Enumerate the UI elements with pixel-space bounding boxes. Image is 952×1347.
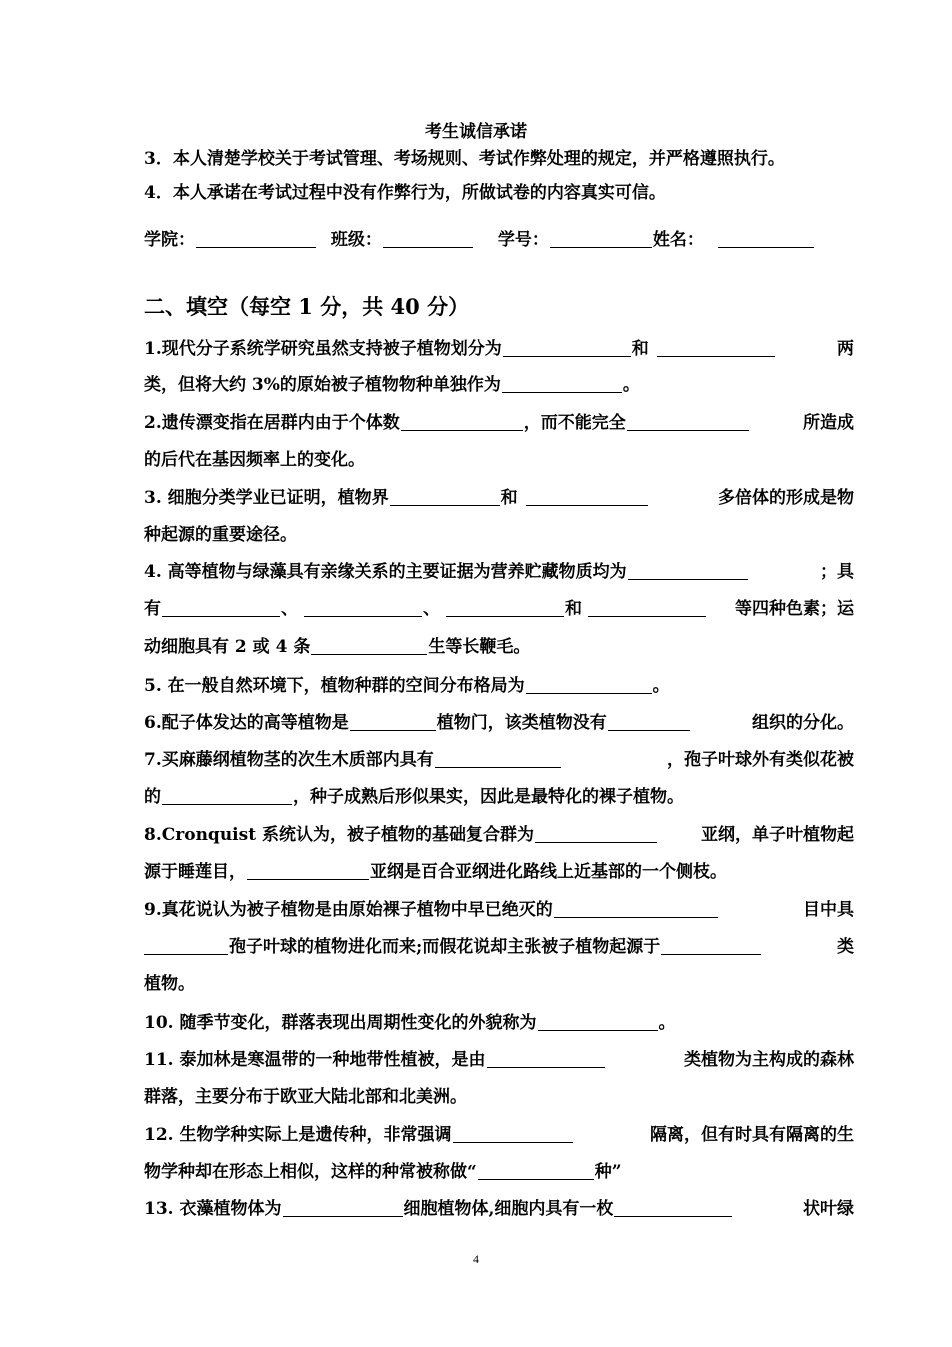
q13-text-b: 细胞植物体,细胞内具有一枚 [403, 1199, 614, 1219]
q7-text-d: ，种子成熟后形似果实，因此是最特化的裸子植物。 [293, 787, 684, 807]
q10-blank-1[interactable] [538, 1012, 658, 1031]
q4-blank-3[interactable] [304, 598, 422, 617]
q5-text-a: 5. 在一般自然环境下，植物种群的空间分布格局为 [144, 676, 525, 696]
college-blank[interactable] [196, 229, 316, 248]
q8-blank-1[interactable] [535, 824, 657, 843]
question-12-line-1 [144, 1124, 854, 1146]
q5-blank-1[interactable] [526, 675, 652, 694]
page-number: 4 [473, 1252, 479, 1266]
q4-text-c: 有 [144, 599, 161, 619]
q3-text-c: 多倍体的形成是物 [718, 488, 854, 508]
q4-text-a: 4. 高等植物与绿藻具有亲缘关系的主要证据为营养贮藏物质均为 [144, 562, 627, 582]
q2-text-c: 所造成 [803, 413, 854, 433]
question-1-line-1 [144, 338, 854, 360]
q6-text-b: 植物门，该类植物没有 [436, 713, 607, 733]
q12-blank-2[interactable] [478, 1161, 594, 1180]
question-11-line-1 [144, 1049, 854, 1071]
question-9-line-2 [144, 936, 854, 958]
q4-blank-2[interactable] [162, 598, 280, 617]
q2-text-a: 2.遗传漂变指在居群内由于个体数 [144, 413, 400, 433]
q4-text-b: ；具 [820, 562, 854, 582]
q1-blank-3[interactable] [502, 374, 622, 393]
q8-blank-2[interactable] [247, 861, 369, 880]
q12-text-a: 12. 生物学种实际上是遗传种，非常强调 [144, 1125, 452, 1145]
q2-text-b: ，而不能完全 [523, 413, 626, 433]
q4-blank-5[interactable] [588, 598, 706, 617]
section-title: 二、填空（每空 1 分，共 40 分） [144, 294, 470, 319]
q8-text-d: 亚纲是百合亚纲进化路线上近基部的一个侧枝。 [370, 862, 727, 882]
q8-text-a: 8.Cronquist 系统认为，被子植物的基础复合群为 [144, 825, 534, 845]
question-3-line-1 [144, 487, 854, 509]
q3-blank-1[interactable] [390, 487, 500, 506]
q6-blank-1[interactable] [350, 712, 436, 731]
pledge-item-3: 3．本人清楚学校关于考试管理、考场规则、考试作弊处理的规定，并严格遵照执行。 [144, 149, 785, 169]
q1-text-d: 类，但将大约 3%的原始被子植物物种单独作为 [144, 375, 501, 395]
question-7-line-2 [144, 786, 854, 808]
q12-text-b: 隔离，但有时具有隔离的生 [650, 1125, 854, 1145]
q6-text-c: 组织的分化。 [752, 713, 854, 733]
question-9-line-1 [144, 899, 854, 921]
q10-text-b: 。 [658, 1013, 676, 1033]
q6-blank-2[interactable] [608, 712, 690, 731]
q8-text-b: 亚纲，单子叶植物起 [701, 825, 854, 845]
q9-blank-3[interactable] [661, 936, 761, 955]
question-12-line-2 [144, 1161, 854, 1183]
q3-text-a: 3. 细胞分类学业已证明，植物界 [144, 488, 389, 508]
question-13 [144, 1198, 854, 1220]
q10-text-a: 10. 随季节变化，群落表现出周期性变化的外貌称为 [144, 1013, 537, 1033]
question-11-line-2: 群落，主要分布于欧亚大陆北部和北美洲。 [144, 1087, 467, 1107]
question-10 [144, 1012, 854, 1034]
q12-text-c: 物学种却在形态上相似，这样的种常被称做“ [144, 1162, 477, 1182]
q4-text-i: 生等长鞭毛。 [428, 637, 531, 657]
pledge-item-4: 4．本人承诺在考试过程中没有作弊行为，所做试卷的内容真实可信。 [144, 183, 666, 203]
q1-text-a: 1.现代分子系统学研究虽然支持被子植物划分为 [144, 339, 502, 359]
q4-text-h: 动细胞具有 2 或 4 条 [144, 637, 311, 657]
q2-blank-2[interactable] [627, 412, 749, 431]
student-info-row [144, 229, 854, 251]
question-4-line-3 [144, 636, 854, 658]
q4-text-f: 和 [565, 599, 582, 619]
question-8-line-2 [144, 861, 854, 883]
q4-text-e: 、 [423, 599, 440, 619]
q9-text-b: 目中具 [803, 900, 854, 920]
q1-text-b: 和 [631, 339, 649, 359]
q7-text-b: ，孢子叶球外有类似花被 [667, 750, 854, 770]
question-2-line-2: 的后代在基因频率上的变化。 [144, 450, 365, 470]
question-4-line-1 [144, 561, 854, 583]
q13-text-c: 状叶绿 [803, 1199, 854, 1219]
q11-text-a: 11. 泰加林是寒温带的一种地带性植被，是由 [144, 1050, 486, 1070]
q9-blank-1[interactable] [554, 899, 718, 918]
question-4-line-2 [144, 598, 854, 620]
question-6 [144, 712, 854, 734]
class-label: 班级： [330, 230, 382, 250]
question-5 [144, 675, 854, 697]
q13-text-a: 13. 衣藻植物体为 [144, 1199, 282, 1219]
q12-blank-1[interactable] [453, 1124, 573, 1143]
q2-blank-1[interactable] [401, 412, 523, 431]
question-8-line-1 [144, 824, 854, 846]
id-blank[interactable] [550, 229, 652, 248]
college-label: 学院： [144, 230, 195, 250]
q1-text-c: 两 [837, 339, 854, 359]
q7-text-c: 的 [144, 787, 161, 807]
pledge-title: 考生诚信承诺 [425, 122, 527, 142]
q6-text-a: 6.配子体发达的高等植物是 [144, 713, 349, 733]
q7-text-a: 7.买麻藤纲植物茎的次生木质部内具有 [144, 750, 434, 770]
q13-blank-2[interactable] [614, 1198, 732, 1217]
name-blank[interactable] [718, 229, 814, 248]
q4-text-d: 、 [281, 599, 298, 619]
q9-text-a: 9.真花说认为被子植物是由原始裸子植物中早已绝灭的 [144, 900, 553, 920]
q3-text-b: 和 [500, 488, 518, 508]
q3-blank-2[interactable] [526, 487, 648, 506]
q4-text-g: 等四种色素；运 [735, 599, 854, 619]
q8-text-c: 源于睡莲目， [144, 862, 246, 882]
q9-text-c: 孢子叶球的植物进化而来;而假花说却主张被子植物起源于 [229, 937, 661, 957]
q12-text-d: 种” [594, 1162, 622, 1182]
name-label: 姓名： [652, 230, 704, 250]
q7-blank-2[interactable] [162, 786, 292, 805]
question-7-line-1 [144, 749, 854, 771]
q13-blank-1[interactable] [283, 1198, 403, 1217]
q7-blank-1[interactable] [435, 749, 561, 768]
q1-blank-1[interactable] [503, 338, 631, 357]
q9-blank-2[interactable] [144, 936, 228, 955]
question-1-line-2 [144, 374, 854, 396]
q11-text-b: 类植物为主构成的森林 [684, 1050, 854, 1070]
q4-blank-6[interactable] [311, 636, 427, 655]
question-2-line-1 [144, 412, 854, 434]
q1-text-e: 。 [622, 375, 640, 395]
class-blank[interactable] [383, 229, 473, 248]
q4-blank-4[interactable] [446, 598, 564, 617]
q4-blank-1[interactable] [628, 561, 748, 580]
id-label: 学号： [497, 230, 549, 250]
q11-blank-1[interactable] [487, 1049, 605, 1068]
question-9-line-3: 植物。 [144, 974, 195, 994]
question-3-line-2: 种起源的重要途径。 [144, 525, 297, 545]
q9-text-d: 类 [837, 937, 854, 957]
q5-text-b: 。 [652, 676, 670, 696]
q1-blank-2[interactable] [657, 338, 775, 357]
